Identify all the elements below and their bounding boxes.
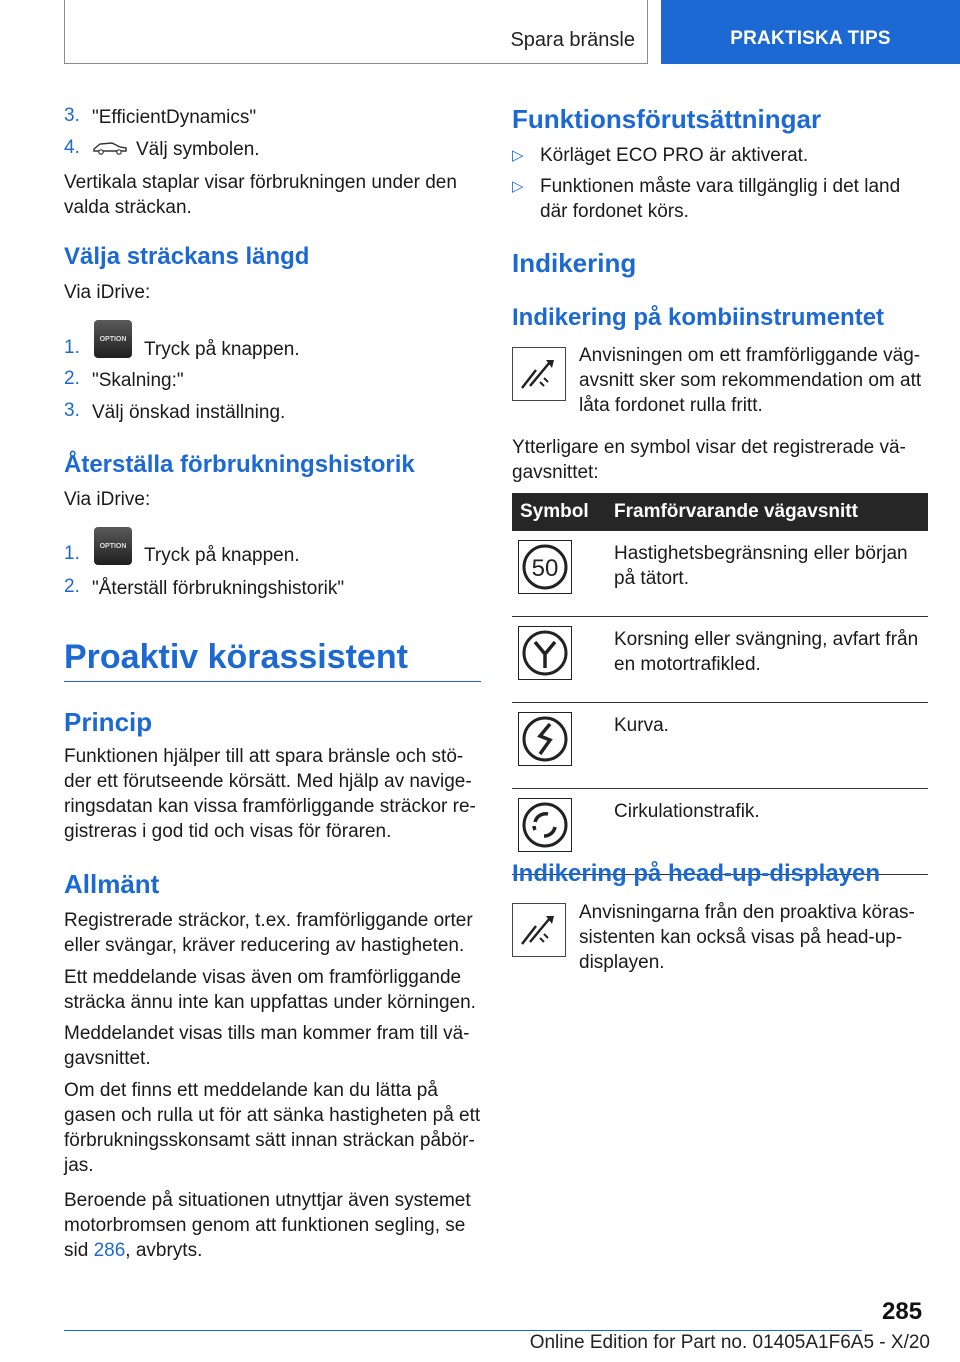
coasting-assistant-icon	[512, 903, 566, 957]
table-cell: Cirkulationstrafik.	[606, 789, 928, 875]
list-item-text: "EfficientDynamics"	[92, 107, 257, 128]
list-item-text: Tryck på knappen.	[144, 339, 300, 360]
paragraph: Vertikala staplar visar förbrukningen under den valda sträckan.	[64, 172, 457, 218]
list-item-text: Tryck på knappen.	[144, 545, 300, 566]
roundabout-icon	[518, 798, 572, 852]
footer-edition: Online Edition for Part no. 01405A1F6A5 - X/20	[529, 1332, 930, 1353]
heading-principle: Princip	[64, 707, 153, 737]
table-cell: Kurva.	[606, 703, 928, 789]
heading-reset-history: Återställa förbrukningshistorik	[64, 451, 415, 478]
paragraph-text: , avbryts.	[125, 1240, 203, 1261]
option-button-icon: OPTION	[94, 320, 132, 358]
list-item-text: Välj önskad inställning.	[92, 402, 286, 423]
list-number: 1.	[64, 543, 80, 564]
via-idrive-text: Via iDrive:	[64, 282, 151, 303]
coasting-assistant-icon	[512, 347, 566, 401]
triangle-bullet-icon: ▷	[512, 147, 524, 164]
table-cell: Hastighetsbegränsning eller början på tätort.	[606, 531, 928, 617]
table-row	[512, 703, 928, 789]
heading-underline	[64, 681, 481, 682]
page-number: 285	[882, 1298, 923, 1325]
heading-choose-length: Välja sträckans längd	[64, 243, 310, 270]
bullet-text: Funktionen måste vara tillgänglig i det land där fordonet körs.	[540, 176, 901, 222]
speed-limit-50-icon	[518, 540, 572, 594]
general-paragraph-1: Registrerade sträckor, t.ex. framförliggande orter eller svängar, kräver reducering av hastigheten.	[64, 910, 473, 956]
general-paragraph-4: Om det finns ett meddelande kan du lätta på gasen och rulla ut för att sänka hastigheten på ett förbrukningsskonsamt sätt innan sträckan påbör-jas.	[64, 1080, 481, 1176]
general-paragraph-3: Meddelandet visas tills man kommer fram till vä-gavsnittet.	[64, 1023, 470, 1069]
table-header-symbol: Symbol	[512, 493, 606, 531]
car-side-icon	[92, 138, 128, 161]
page-reference-link[interactable]: 286	[93, 1240, 126, 1261]
table-row	[512, 531, 928, 617]
list-number: 1.	[64, 337, 80, 358]
option-button-icon: OPTION	[94, 527, 132, 565]
more-symbols-paragraph: Ytterligare en symbol visar det registrerade vä-gavsnittet:	[512, 437, 906, 483]
junction-icon	[518, 626, 572, 680]
heading-proactive-assistant: Proaktiv körassistent	[64, 638, 408, 676]
bullet-text: Körläget ECO PRO är aktiverat.	[540, 145, 809, 166]
principle-paragraph: Funktionen hjälper till att spara bränsle och stö-der ett förutseende körsätt. Med hjälp av navige-ringsdatan kan vissa framförliggande sträckor re-gistreras i god tid och visas för föraren.	[64, 746, 476, 842]
curve-icon	[518, 712, 572, 766]
page-header	[0, 0, 960, 66]
list-number: 3.	[64, 105, 80, 126]
symbol-table	[512, 493, 928, 875]
speed-limit-value: 50	[531, 555, 559, 582]
heading-hud: Indikering på head-up-displayen	[512, 860, 881, 887]
list-number: 2.	[64, 576, 80, 597]
list-number: 3.	[64, 400, 80, 421]
list-number: 2.	[64, 368, 80, 389]
table-header-section: Framförvarande vägavsnitt	[606, 493, 928, 531]
triangle-bullet-icon: ▷	[512, 178, 524, 195]
heading-indication: Indikering	[512, 248, 637, 278]
list-item-text: "Skalning:"	[92, 370, 184, 391]
header-section-title: Spara bränsle	[510, 29, 635, 51]
heading-cluster: Indikering på kombiinstrumentet	[512, 304, 885, 331]
header-chapter-tab: PRAKTISKA TIPS	[661, 0, 960, 64]
header-section-box	[64, 0, 648, 64]
heading-conditions: Funktionsförutsättningar	[512, 104, 822, 134]
table-row	[512, 617, 928, 703]
footer-rule	[64, 1330, 862, 1331]
cluster-paragraph: Anvisningen om ett framförliggande väg-avsnitt sker som rekommendation om att låta fordonet rulla fritt.	[579, 345, 922, 416]
list-item-text: "Återställ förbrukningshistorik"	[92, 578, 345, 599]
paragraph-text: Beroende på situationen utnyttjar även systemet motorbromsen genom att funktionen segling, se sid	[64, 1190, 471, 1261]
via-idrive-text: Via iDrive:	[64, 489, 151, 510]
list-item-text: Välj symbolen.	[136, 139, 260, 160]
general-paragraph-2: Ett meddelande visas även om framförliggande sträcka ännu inte kan uppfattas under körningen.	[64, 967, 476, 1013]
heading-general: Allmänt	[64, 869, 160, 899]
table-cell: Korsning eller svängning, avfart från en motortrafikled.	[606, 617, 928, 703]
list-number: 4.	[64, 137, 80, 158]
hud-paragraph: Anvisningarna från den proaktiva köras-sistenten kan också visas på head-up-displayen.	[579, 902, 915, 973]
general-paragraph-5	[64, 1188, 482, 1263]
